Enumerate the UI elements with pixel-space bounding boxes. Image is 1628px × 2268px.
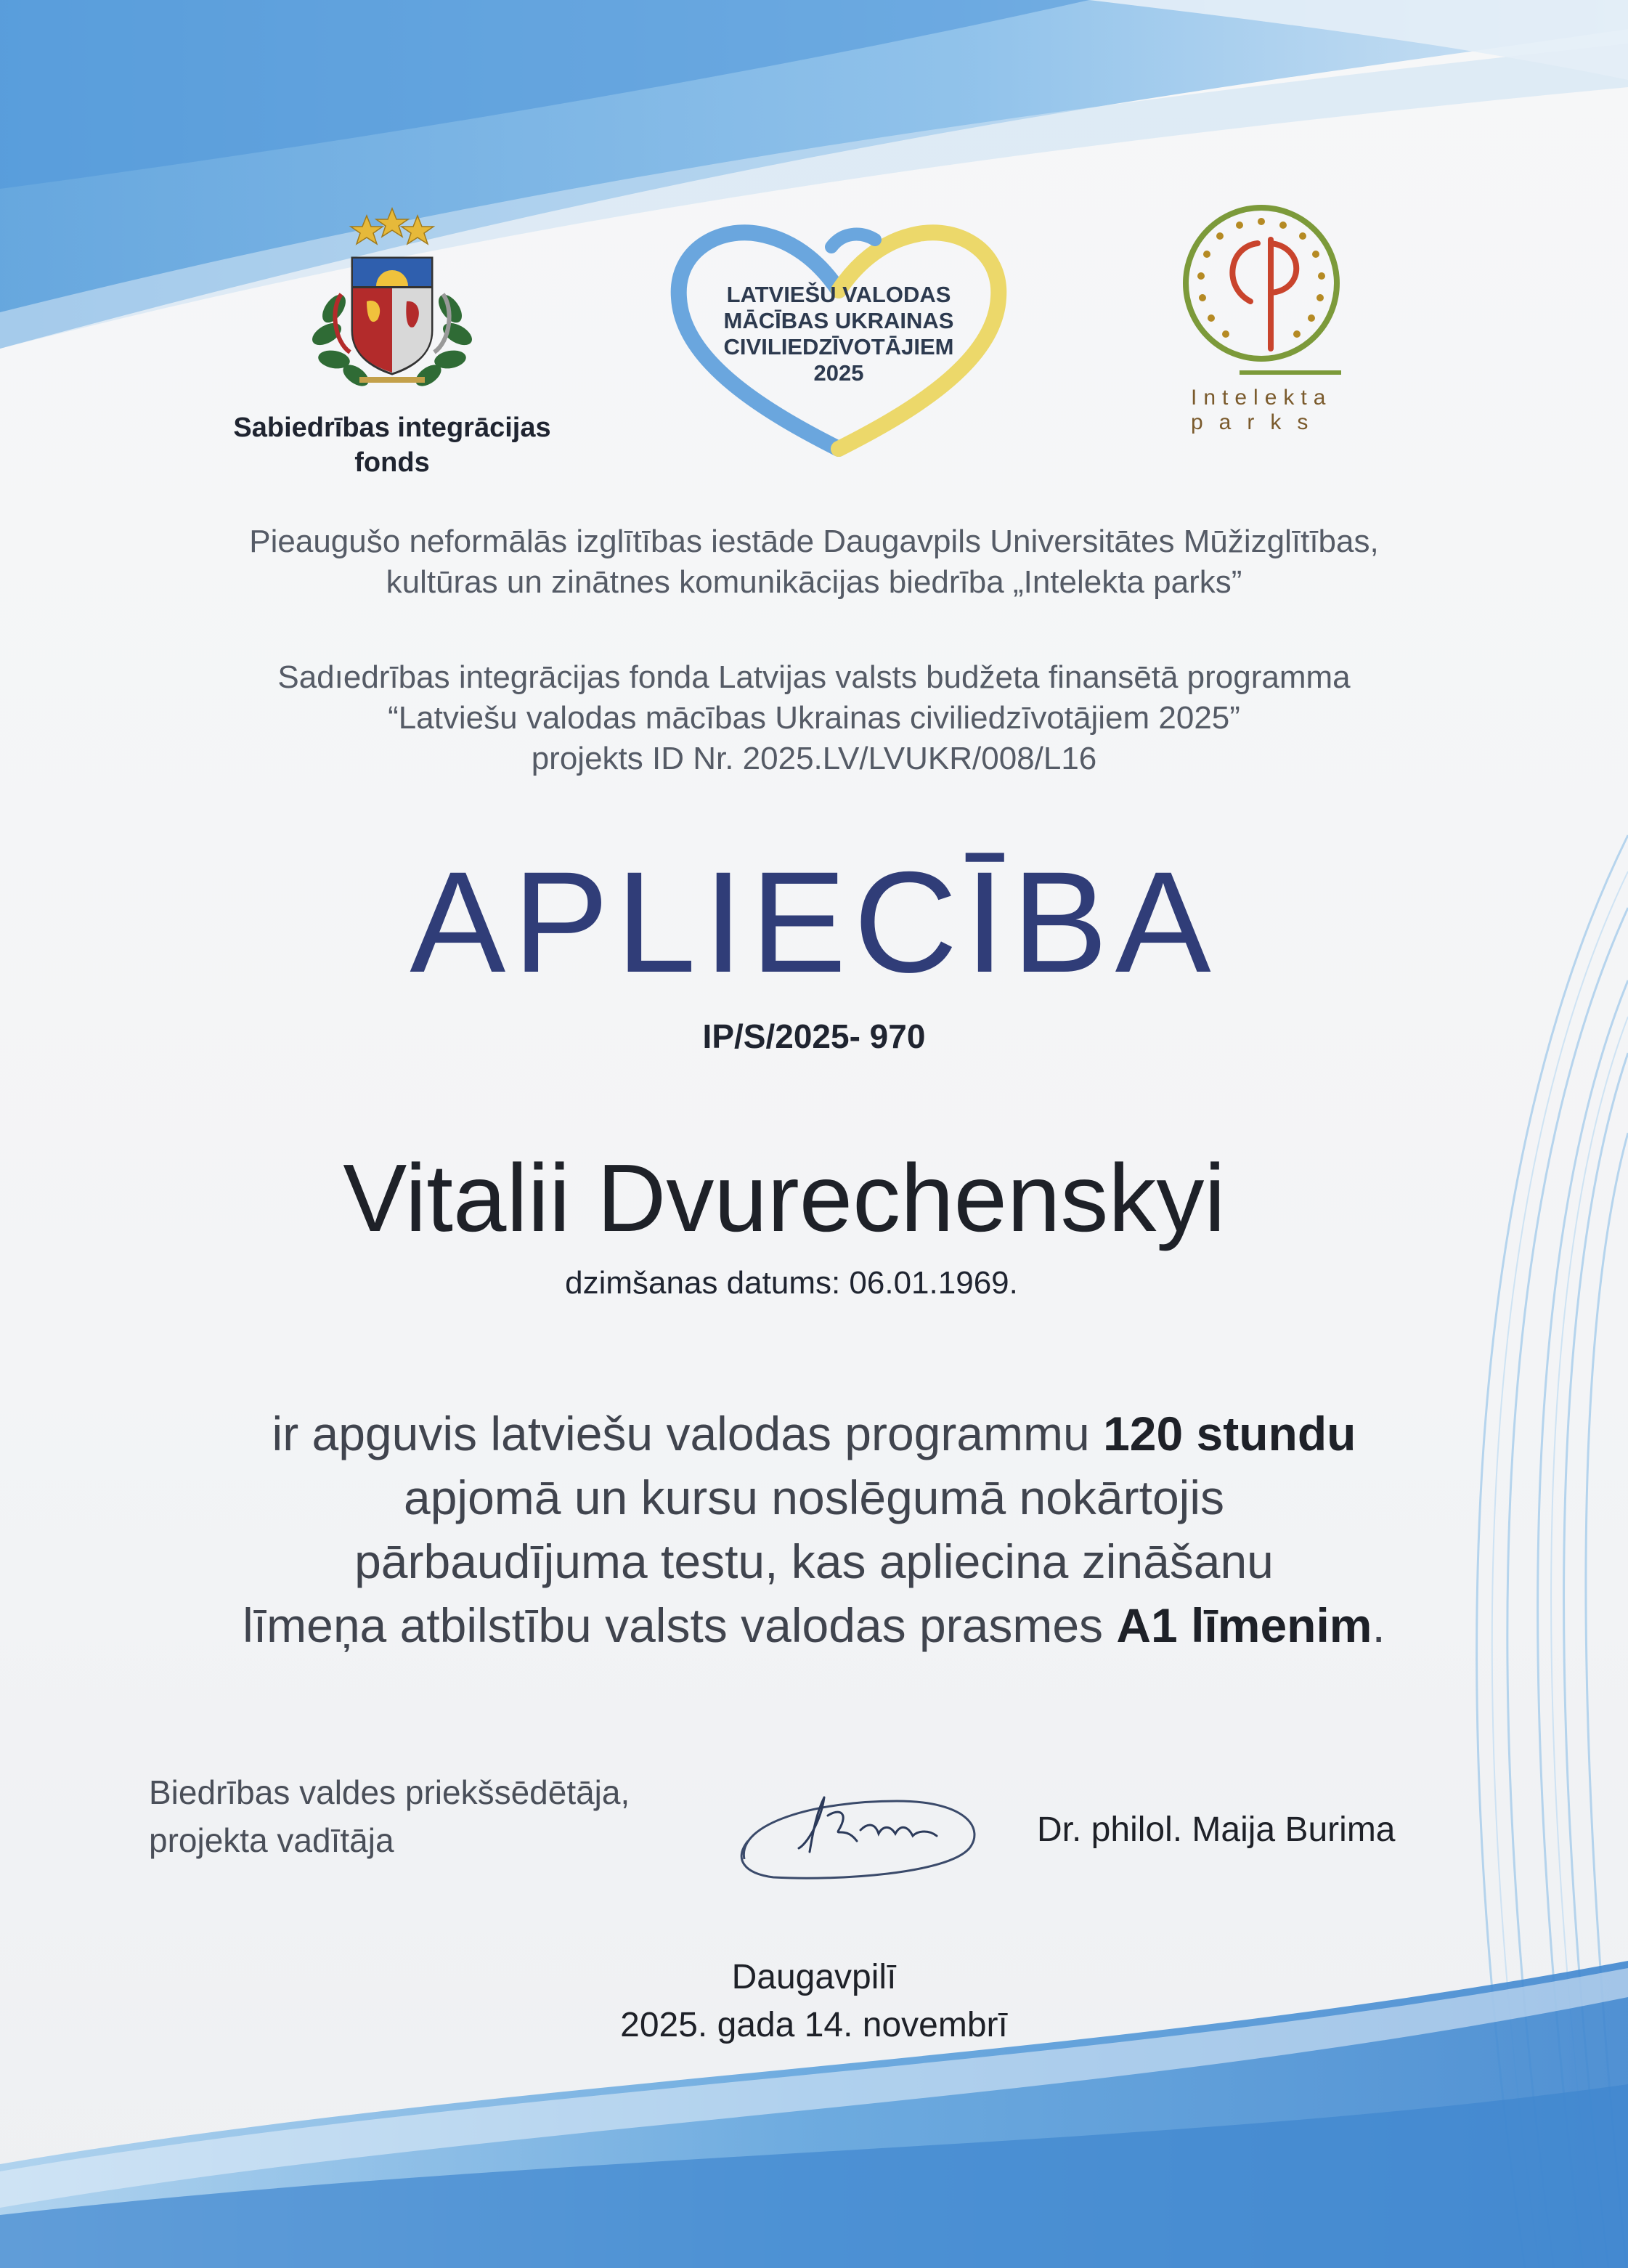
sif-logo <box>218 207 566 480</box>
program-logo-line3: CIVILIEDZĪVOTĀJIEM <box>723 334 954 359</box>
level-highlight: A1 līmenim <box>1116 1598 1372 1652</box>
program-logo <box>668 218 1009 458</box>
body-line4-end: . <box>1372 1598 1385 1652</box>
body-line4 <box>0 1593 1628 1657</box>
org-line2: kultūras un zinātnes komunikācijas biedrība „Intelekta parks” <box>386 564 1242 600</box>
certificate-number: IP/S/2025- 970 <box>702 1017 926 1055</box>
certificate-body <box>0 1402 1628 1657</box>
program-line3: projekts ID Nr. 2025.LV/LVUKR/008/L16 <box>531 741 1097 776</box>
program-block <box>0 657 1628 779</box>
body-line1 <box>0 1402 1628 1466</box>
sif-caption-line2: fonds <box>354 447 430 478</box>
intelekta-logo-line2: parks <box>1191 410 1324 434</box>
org-line1: Pieaugušo neformālās izglītības iestāde Daugavpils Universitātes Mūžizglītības, <box>249 524 1379 559</box>
program-logo-line1: LATVIEŠU VALODAS <box>726 282 951 307</box>
intelekta-parks-icon <box>1178 200 1345 381</box>
intelekta-parks-logo <box>1162 200 1365 435</box>
signer-role-line1: Biedrības valdes priekšsēdētāja, <box>149 1773 630 1811</box>
organization-block <box>0 521 1628 603</box>
signer-name: Dr. philol. Maija Burima <box>1037 1810 1396 1849</box>
body-line4-text: līmeņa atbilstību valsts valodas prasmes <box>243 1598 1117 1652</box>
recipient-name: Vitalii Dvurechenskyi <box>343 1145 1226 1251</box>
signer-role <box>149 1768 730 1864</box>
issue-place-date <box>0 1954 1628 2049</box>
body-line3: pārbaudījuma testu, kas apliecina zināšanu <box>354 1535 1274 1588</box>
intelekta-logo-line1: Intelekta <box>1191 386 1332 410</box>
hours-highlight: 120 stundu <box>1103 1407 1356 1460</box>
body-line1-text: ir apguvis latviešu valodas programmu <box>272 1407 1104 1460</box>
handwritten-signature <box>730 1772 991 1895</box>
program-logo-line4: 2025 <box>813 360 864 386</box>
sif-caption-line1: Sabiedrības integrācijas <box>233 412 551 443</box>
issue-date: 2025. gada 14. novembrī <box>620 2006 1008 2044</box>
certificate-title: APLIECĪBA <box>410 842 1218 1002</box>
program-line2: “Latviešu valodas mācības Ukrainas civiliedzīvotājiem 2025” <box>388 700 1240 736</box>
program-line1: Sadıedrības integrācijas fonda Latvijas valsts budžeta finansētā programma <box>277 659 1351 695</box>
body-line2: apjomā un kursu noslēgumā nokārtojis <box>404 1471 1224 1524</box>
program-logo-line2: MĀCĪBAS UKRAINAS <box>723 308 954 333</box>
signer-role-line2: projekta vadītāja <box>149 1821 394 1859</box>
issue-place: Daugavpilī <box>731 1958 897 1996</box>
birth-date: dzimšanas datums: 06.01.1969. <box>565 1265 1018 1301</box>
latvian-coat-of-arms-icon <box>298 207 487 396</box>
